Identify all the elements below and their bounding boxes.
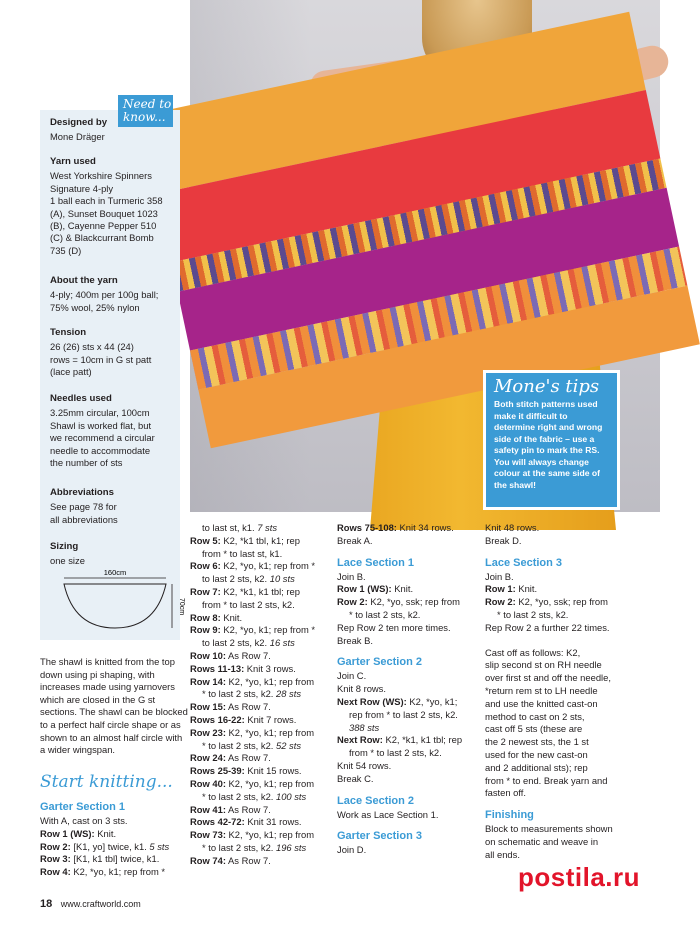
sizing-block: Sizing one size bbox=[50, 541, 85, 567]
pattern-line: Rows 11-13: Knit 3 rows. bbox=[190, 662, 296, 674]
pattern-line: * to last 2 sts, k2. 28 sts bbox=[202, 688, 302, 700]
pattern-column-2 bbox=[190, 522, 335, 868]
pattern-line: from * to last 2 sts, k2. bbox=[202, 598, 295, 610]
pattern-line: to last 2 sts, k2. 10 sts bbox=[202, 573, 295, 585]
pattern-line: Row 6: K2, *yo, k1; rep from * bbox=[190, 560, 316, 572]
schematic-height-label: 70cm bbox=[178, 598, 185, 616]
pattern-line: to last 2 sts, k2. 16 sts bbox=[202, 637, 295, 649]
pattern-line: Row 23: K2, *yo, k1; rep from bbox=[190, 726, 315, 738]
garter-section-2-heading: Garter Section 2 bbox=[337, 656, 422, 669]
lace-section-1-heading: Lace Section 1 bbox=[337, 556, 415, 569]
start-knitting-heading: Start knitting... bbox=[40, 772, 173, 792]
pattern-column-3: Rows 75-108: Knit 34 rows. Break A. Lace Section 1 Join B. Row 1 (WS): Knit. Row 2: K2, *yo, ssk; rep from * to last 2 sts, k2. Rep Row 2 ten more times. Break B. Garter Section 2 Join C. Knit 8 rows. Next Row (WS): K2, *yo, k1; rep from * to last 2 sts, k2. 388 sts Next Row: K2, *k1, k1 tbl; rep from * to last 2 sts, k2. Knit 54 rows. Break C. Lace Section 2 Work as Lace Section 1. Garter Section 3 Join D. bbox=[337, 522, 482, 857]
page-number: 18 bbox=[40, 898, 53, 910]
pattern-column-4: Knit 48 rows. Break D. Lace Section 3 Join B. Row 1: Knit. Row 2: K2, *yo, ssk; rep from * to last 2 sts, k2. Rep Row 2 a further 22 times. Cast off as follows: K2, slip second st on RH needle over first st and off the needle, *return rem st to LH needle and use the knitted cast-on method to cast on 2 sts, cast off 5 sts (these are the 2 newest sts, the 1 st used for the new cast-on and 2 additional sts); rep from * to end. Break yarn and fasten off. Finishing Block to measurements shown on schematic and weave in all ends. bbox=[485, 522, 635, 862]
lace-section-3-heading: Lace Section 3 bbox=[485, 556, 563, 569]
intro-paragraph: The shawl is knitted from the top down using pi shaping, with increases made using yarnovers which are closed in the G st sections. The shawl can be blocked to a perfect half circle shape or as shown to an almost half circle with a wider wingspan. bbox=[40, 656, 188, 756]
about-yarn-block: About the yarn 4-ply; 400m per 100g ball; 75% wool, 25% nylon bbox=[50, 275, 159, 313]
page-footer bbox=[40, 898, 141, 910]
pattern-line: Row 8: Knit. bbox=[190, 611, 243, 623]
pattern-line: Row 24: As Row 7. bbox=[190, 752, 271, 764]
pattern-line: Row 14: K2, *yo, k1; rep from bbox=[190, 675, 315, 687]
pattern-line: * to last 2 sts, k2. 100 sts bbox=[202, 790, 307, 802]
pattern-line: * to last 2 sts, k2. 52 sts bbox=[202, 739, 302, 751]
pattern-line: to last st, k1. 7 sts bbox=[202, 522, 278, 533]
abbreviations-block: Abbreviations See page 78 for all abbreviations bbox=[50, 487, 118, 525]
needles-block: Needles used 3.25mm circular, 100cm Shawl is worked flat, but we recommend a circular needle to accommodate the number of sts bbox=[50, 393, 155, 469]
tips-body: Both stitch patterns used make it difficult to determine right and wrong side of the fabric – use a safety pin to mark the RS. You will always change colour at the same side of the shawl! bbox=[494, 399, 603, 490]
pattern-line: Row 15: As Row 7. bbox=[190, 701, 271, 713]
footer-site-link[interactable]: www.craftworld.com bbox=[60, 899, 141, 909]
garter-section-1-heading: Garter Section 1 bbox=[40, 801, 125, 813]
pattern-line: Row 41: As Row 7. bbox=[190, 803, 271, 815]
pattern-column-1: Garter Section 1 With A, cast on 3 sts. Row 1 (WS): Knit. Row 2: [K1, yo] twice, k1. 5 sts Row 3: [K1, k1 tbl] twice, k1. Row 4: K2, *yo, k1; rep from * bbox=[40, 798, 190, 879]
pattern-line: Rows 25-39: Knit 15 rows. bbox=[190, 765, 302, 777]
pattern-line: Rows 16-22: Knit 7 rows. bbox=[190, 713, 297, 725]
pattern-line: from * to last st, k1. bbox=[202, 547, 283, 559]
schematic-width-label: 160cm bbox=[103, 568, 127, 577]
pattern-line: Row 9: K2, *yo, k1; rep from * bbox=[190, 624, 316, 636]
size-schematic bbox=[44, 566, 184, 636]
yarn-block: Yarn used West Yorkshire Spinners Signature 4-ply 1 ball each in Turmeric 358 (A), Sunset Bouquet 1023 (B), Cayenne Pepper 510 (C) & Blackcurrant Bomb 735 (D) bbox=[50, 156, 163, 256]
need-to-know-tag: Need to know... bbox=[118, 95, 173, 127]
tension-block: Tension 26 (26) sts x 44 (24) rows = 10cm in G st patt (lace patt) bbox=[50, 327, 152, 378]
pattern-line: Row 5: K2, *k1 tbl, k1; rep bbox=[190, 534, 300, 546]
pattern-line: Row 73: K2, *yo, k1; rep from bbox=[190, 829, 315, 841]
pattern-line: Row 10: As Row 7. bbox=[190, 649, 271, 661]
pattern-line: Rows 42-72: Knit 31 rows. bbox=[190, 816, 302, 828]
pattern-line: Row 40: K2, *yo, k1; rep from bbox=[190, 777, 315, 789]
pattern-line: Row 7: K2, *k1, k1 tbl; rep bbox=[190, 585, 300, 597]
tips-box bbox=[483, 370, 620, 510]
tips-title: Mone's tips bbox=[494, 376, 600, 397]
pattern-line: Row 74: As Row 7. bbox=[190, 854, 271, 866]
lace-section-2-heading: Lace Section 2 bbox=[337, 794, 415, 807]
watermark-logo: postila.ru bbox=[518, 862, 641, 892]
pattern-line: * to last 2 sts, k2. 196 sts bbox=[202, 841, 307, 853]
finishing-heading: Finishing bbox=[485, 809, 534, 822]
designer-block: Designed by Mone Dräger bbox=[50, 117, 108, 143]
garter-section-3-heading: Garter Section 3 bbox=[337, 830, 422, 843]
